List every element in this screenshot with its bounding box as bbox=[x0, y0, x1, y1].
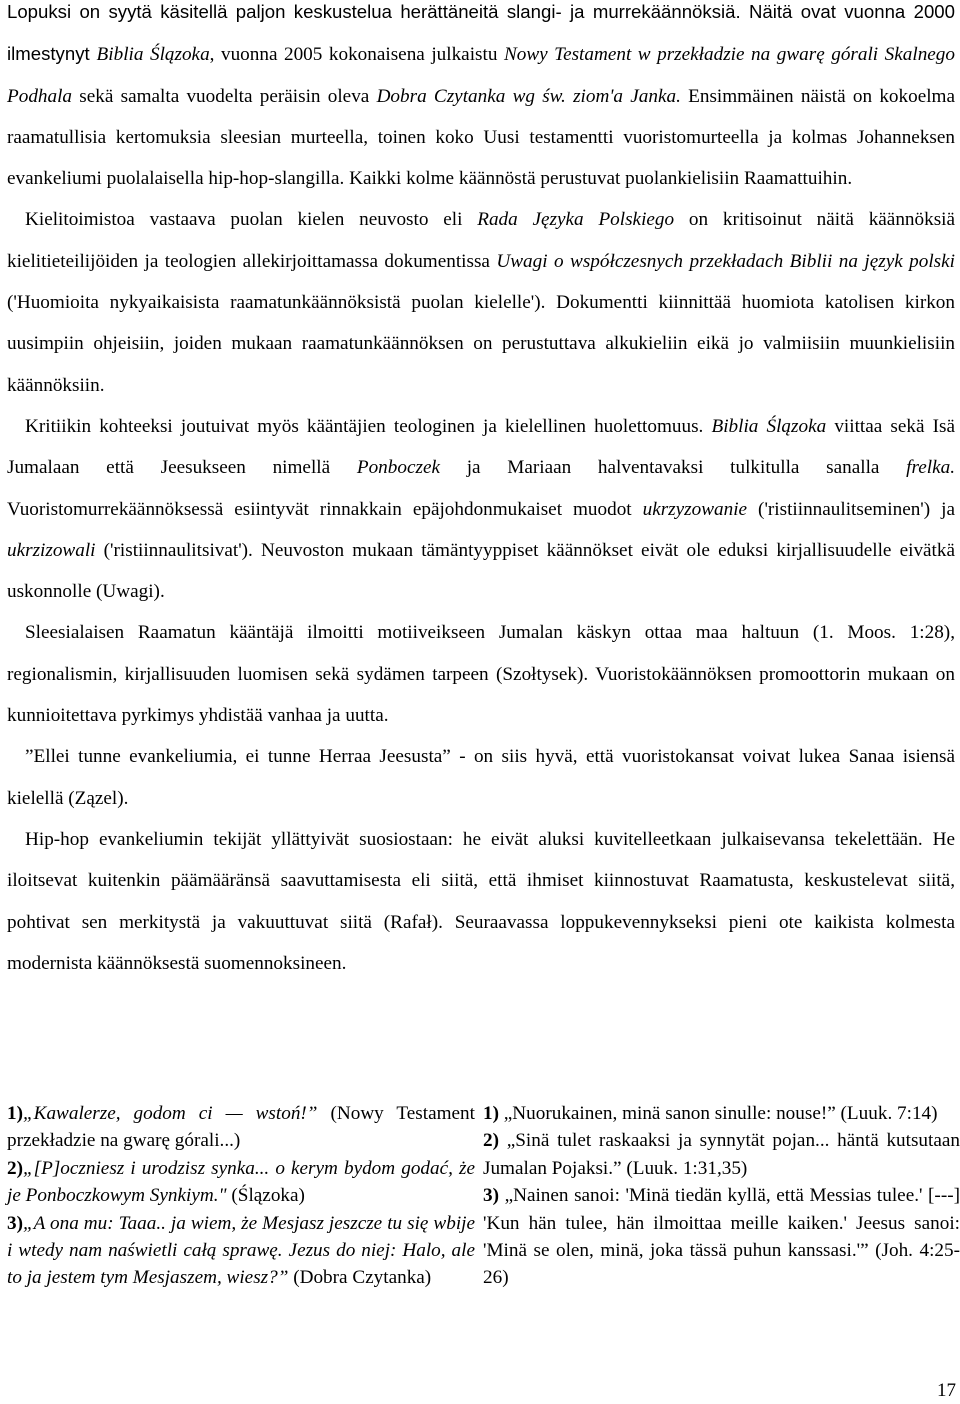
term: ukrzyzowanie bbox=[642, 498, 748, 520]
paragraph-text: ('Huomioita nykyaikaisista raamatunkäännöksistä puolan kielelle'). Dokumentti kiinnittää huomiota katolisen kirkon uusimpiin ohjeisiin, joiden mukaan raamatunkäännöksen on perustuttava alkukieliin eikä jo valmiisiin muunkielisiin käännöksiin. bbox=[7, 292, 955, 396]
translation-number: 3) bbox=[483, 1185, 499, 1207]
organization-name: Rada Języka Polskiego bbox=[477, 209, 675, 231]
paragraph-text: Ensimmäinen näistä on kokoelma raamatullisia kertomuksia sleesian murteella, toinen koko Uusi testamentti vuoristomurteella ja kolmas Johanneksen evankeliumi puolalaisella hip-hop-slangilla. Kaikki kolme käännöstä perustuvat puolankielisiin Raamattuihin. bbox=[7, 85, 955, 190]
paragraph-slang-translations bbox=[7, 0, 955, 199]
paragraph-text: Vuoristomurrekäännöksessä esiintyvät rinnakkain epäjohdonmukaiset muodot bbox=[7, 498, 643, 520]
term: Ponboczek bbox=[356, 457, 440, 479]
paragraph-text: sekä samalta vuodelta peräisin oleva bbox=[72, 85, 377, 107]
document-title: Uwagi o współczesnych przekładach Biblii na język polski bbox=[496, 250, 955, 272]
translation-text: „Nainen sanoi: 'Minä tiedän kyllä, että Messias tulee.' [---] 'Kun hän tulee, hän ilmoittaa meille kaiken.' Jeesus sanoi: 'Minä se olen, minä, joka tässä puhun kanssasi.'” (Joh. 4:25-26) bbox=[483, 1185, 960, 1289]
finnish-translation-2 bbox=[483, 1127, 960, 1182]
paragraph-text: Kritiikin kohteeksi joutuivat myös kääntäjien teologinen ja kielellinen huolettomuus. bbox=[25, 415, 712, 437]
book-title: Biblia Ślązoka bbox=[711, 415, 827, 437]
finnish-translation-3 bbox=[483, 1182, 960, 1292]
paragraph-hip-hop: Hip-hop evankeliumin tekijät yllättyivät suosiostaan: he eivät aluksi kuvitelleetkaan julkaisevansa tekelettään. He iloitsevat kuitenkin päämääränsä saavuttamisesta eli siitä, että ihmiset kiinnostuvat Raamatusta, keskustelevat siitä, pohtivat sen merkitystä ja vakuuttuvat siitä (Rafał). Seuraavassa loppukevennykseksi pieni ote kaikista kolmesta modernista käännöksestä suomennoksineen. bbox=[7, 828, 955, 974]
excerpt-number: 2) bbox=[7, 1157, 23, 1179]
polish-excerpt-2 bbox=[7, 1155, 475, 1210]
polish-excerpt-1 bbox=[7, 1100, 475, 1155]
excerpt-source: (Dobra Czytanka) bbox=[288, 1267, 432, 1289]
paragraph-language-council bbox=[7, 199, 955, 405]
page-number: 17 bbox=[937, 1380, 956, 1401]
paragraph-motives: Sleesialaisen Raamatun kääntäjä ilmoitti motiiveikseen Jumalan käskyn ottaa maa haltuun (1. Moos. 1:28), regionalismin, kirjallisuuden luomisen sekä sydämen tarpeen (Szołtysek). Vuoristokäännöksen promoottorin mukaan on kunnioitettava pyrkimys yhdistää vanhaa ja uutta. bbox=[7, 622, 955, 727]
excerpt-source: (Ślązoka) bbox=[226, 1185, 305, 1207]
paragraph-text: Kielitoimistoa vastaava puolan kielen neuvosto eli bbox=[25, 209, 478, 231]
book-title: Nowy Testament w przekładzie na gwarę górali Skalnego Podhala bbox=[7, 44, 955, 107]
excerpt-quote: „A ona mu: Taaa.. ja wiem, że Mesjasz jeszcze tu się wbije i wtedy nam naświetli całą sprawę. Jezus do niej: Halo, ale to ja jestem tym Mesjaszem, wiesz?” bbox=[7, 1212, 475, 1289]
translation-text: „Nuorukainen, minä sanon sinulle: nouse!” (Luuk. 7:14) bbox=[498, 1103, 938, 1124]
book-title: Biblia Ślązoka bbox=[96, 44, 210, 66]
paragraph-text: ('ristiinnaulitseminen') ja bbox=[747, 498, 955, 520]
paragraph-criticism bbox=[7, 406, 955, 612]
polish-excerpt-3 bbox=[7, 1210, 475, 1292]
excerpt-quote: „Kawalerze, godom ci — wstoń!” bbox=[22, 1103, 318, 1124]
excerpt-quote: „[P]oczniesz i urodzisz synka... o kerym bydom godać, że je Ponboczkowym Synkiym." bbox=[7, 1157, 475, 1207]
paragraph-text: ('ristiinnaulitsivat'). Neuvoston mukaan tämäntyyppiset käännökset eivät ole eduksi kirjallisuudelle eivätkä uskonnolle (Uwagi). bbox=[7, 539, 955, 603]
excerpt-number: 1) bbox=[7, 1103, 23, 1124]
translation-number: 1) bbox=[483, 1103, 499, 1124]
translation-number: 2) bbox=[483, 1130, 499, 1152]
book-title: Dobra Czytanka wg św. ziom'a Janka. bbox=[376, 85, 681, 107]
term: frelka. bbox=[906, 457, 955, 479]
document-body bbox=[7, 0, 955, 984]
paragraph-text: , vuonna 2005 kokonaisena julkaistu bbox=[209, 44, 504, 66]
translation-text: „Sinä tulet raskaaksi ja synnytät pojan... häntä kutsutaan Jumalan Pojaksi.” (Luuk. 1:31,35) bbox=[483, 1130, 960, 1179]
term: ukrzizowali bbox=[7, 539, 96, 561]
excerpt-number: 3) bbox=[7, 1212, 23, 1234]
polish-excerpts-column bbox=[7, 1100, 475, 1292]
excerpt-source: (Nowy Testament przekładzie na gwarę górali...) bbox=[7, 1103, 475, 1152]
paragraph-text: ja Mariaan halventavaksi tulkitulla sanalla bbox=[439, 457, 907, 479]
finnish-translation-1 bbox=[483, 1100, 960, 1127]
paragraph-text: viittaa sekä Isä Jumalaan että Jeesukseen nimellä bbox=[7, 415, 955, 479]
paragraph-text: Lopuksi on syytä käsitellä paljon keskustelua herättäneitä slangi- ja murrekäännöksiä. Näitä ovat vuonna 2000 ilmestynyt bbox=[7, 1, 955, 65]
finnish-translations-column bbox=[483, 1100, 960, 1292]
paragraph-text: on kritisoinut näitä käännöksiä kielitieteilijöiden ja teologien allekirjoittamassa dokumentissa bbox=[7, 209, 956, 272]
paragraph-quote: ”Ellei tunne evankeliumia, ei tunne Herraa Jeesusta” - on siis hyvä, että vuoristokansat voivat lukea Sanaa isiensä kielellä (Zązel). bbox=[7, 746, 955, 809]
